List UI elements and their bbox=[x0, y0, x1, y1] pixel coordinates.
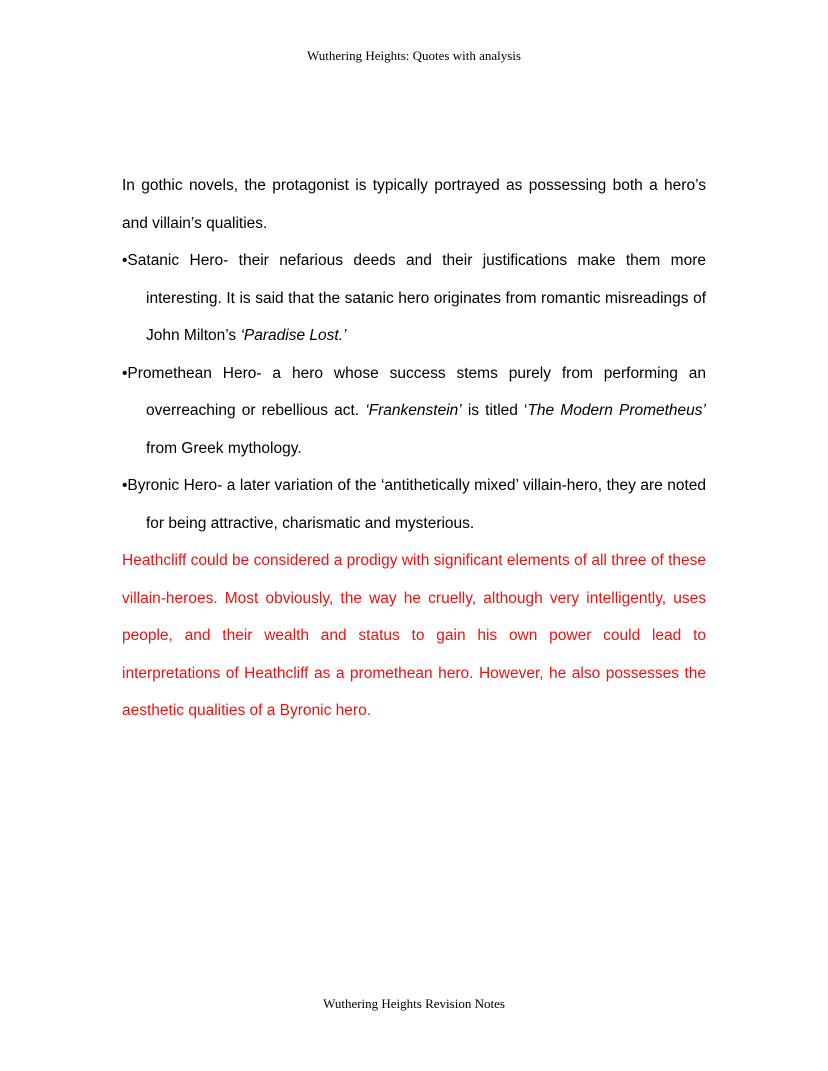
satanic-hero-text: •Satanic Hero- their nefarious deeds and their justifications make them more interesting. It is said that the satanic hero originates from romantic misreadings of John Milton’s bbox=[122, 252, 706, 344]
analysis-paragraph: Heathcliff could be considered a prodigy with significant elements of all three of these villain-heroes. Most obviously, the way he cruelly, although very intelligently, uses people, and their wealth and status to gain his own power could lead to interpretations of Heathcliff as a promethean hero. However, he also possesses the aesthetic qualities of a Byronic hero. bbox=[122, 552, 706, 719]
promethean-hero-text-3: from Greek mythology. bbox=[146, 439, 302, 457]
page-header: Wuthering Heights: Quotes with analysis bbox=[307, 48, 521, 63]
bullet-byronic-hero: •Byronic Hero- a later variation of the ‘antithetically mixed’ villain-hero, they are noted for being attractive, charismatic and mysterious. bbox=[122, 477, 706, 532]
document-body bbox=[122, 167, 706, 730]
bullet-satanic-hero bbox=[122, 242, 706, 355]
frankenstein-title: ‘Frankenstein’ bbox=[365, 402, 462, 419]
bullet-promethean-hero bbox=[122, 355, 706, 468]
intro-paragraph: In gothic novels, the protagonist is typically portrayed as possessing both a hero’s and villain’s qualities. bbox=[122, 177, 706, 232]
modern-prometheus-title: The Modern Prometheus’ bbox=[527, 402, 706, 419]
promethean-hero-text-2: is titled ‘ bbox=[461, 402, 528, 419]
paradise-lost-title: ‘Paradise Lost.’ bbox=[240, 327, 347, 344]
promethean-hero-text: •Promethean Hero- a hero whose success stems purely from performing an overreaching or rebellious act. bbox=[122, 364, 706, 419]
page-footer: Wuthering Heights Revision Notes bbox=[323, 996, 505, 1011]
